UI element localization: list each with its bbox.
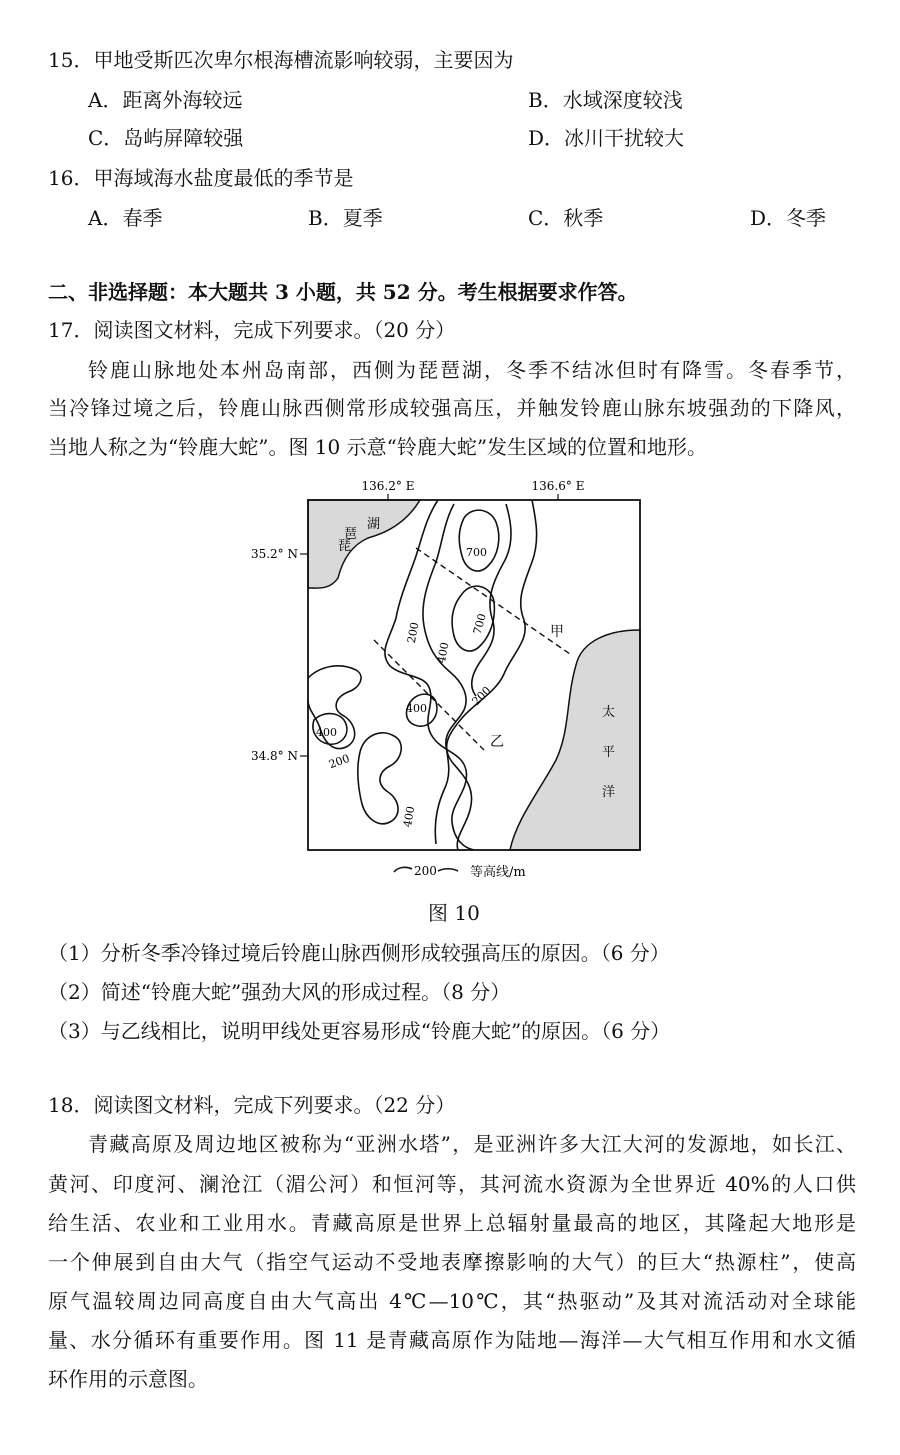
- q17-paragraph-line-1: 铃鹿山脉地处本州岛南部，西侧为琵琶湖，冬季不结冰但时有降雪。冬春季节，: [88, 358, 856, 382]
- contour-label-400-south: 400: [400, 805, 418, 829]
- legend-text: 等高线/m: [470, 865, 526, 880]
- q16-option-c: C．秋季: [528, 206, 604, 230]
- lake-label-3: 琶: [344, 527, 358, 542]
- q15-option-b: B．水域深度较浅: [528, 88, 683, 112]
- legend-line-right: [438, 869, 458, 871]
- ocean-label-3: 洋: [602, 785, 616, 800]
- lake-biwa: [308, 500, 420, 588]
- q17-question-2: （2）简述“铃鹿大蛇”强劲大风的形成过程。（8 分）: [48, 980, 511, 1004]
- lake-label-1: 湖: [367, 517, 381, 532]
- pacific-ocean: [510, 630, 640, 850]
- lat-label-top: 35.2° N: [250, 547, 298, 561]
- line-label-yi: 乙: [490, 734, 504, 750]
- legend-value: 200: [414, 864, 437, 878]
- legend-line-left: [394, 867, 412, 872]
- contour-label-400-ridge: 400: [434, 641, 452, 665]
- contour-label-700-north: 700: [466, 546, 487, 559]
- q18-paragraph-line-3: 给生活、农业和工业用水。青藏高原是世界上总辐射量最高的地区，其隆起大地形是: [48, 1211, 856, 1235]
- q18-paragraph-line-1: 青藏高原及周边地区被称为“亚洲水塔”，是亚洲许多大江大河的发源地，如长江、: [88, 1132, 856, 1156]
- figure-10-caption: 图 10: [428, 901, 480, 925]
- lon-label-left: 136.2° E: [361, 479, 415, 493]
- contour-400-ridge-west: [423, 504, 466, 844]
- lat-label-bottom: 34.8° N: [250, 749, 298, 763]
- contour-700-north: [459, 510, 499, 571]
- q15-option-d: D．冰川干扰较大: [528, 126, 685, 150]
- contour-label-200-west: 200: [404, 621, 422, 645]
- q17-paragraph-line-3: 当地人称之为“铃鹿大蛇”。图 10 示意“铃鹿大蛇”发生区域的位置和地形。: [48, 435, 708, 459]
- q16-stem: 16．甲海域海水盐度最低的季节是: [48, 166, 354, 190]
- q18-paragraph-line-2: 黄河、印度河、澜沧江（湄公河）和恒河等，其河流水资源为全世界近 40%的人口供: [48, 1172, 856, 1196]
- q17-question-1: （1）分析冬季冷锋过境后铃鹿山脉西侧形成较强高压的原因。（6 分）: [48, 941, 670, 965]
- ocean-label-2: 平: [602, 745, 616, 760]
- q18-paragraph-line-6: 量、水分循环有重要作用。图 11 是青藏高原作为陆地—海洋—大气相互作用和水文循: [48, 1328, 856, 1352]
- q17-paragraph-line-2: 当冷锋过境之后，铃鹿山脉西侧常形成较强高压，并触发铃鹿山脉东坡强劲的下降风，: [48, 396, 856, 420]
- contour-label-200-east: 200: [469, 683, 494, 709]
- contour-200-southwest: [358, 733, 401, 824]
- q16-option-b: B．夏季: [308, 206, 383, 230]
- q15-stem: 15．甲地受斯匹次卑尔根海槽流影响较弱，主要因为: [48, 48, 514, 72]
- contour-label-400-closed: 400: [406, 702, 427, 715]
- q18-paragraph-line-5: 原气温较周边同高度自由大气高出 4℃—10℃，其“热驱动”及其对流活动对全球能: [48, 1289, 856, 1313]
- q16-option-a: A．春季: [88, 206, 163, 230]
- q15-option-c: C．岛屿屏障较强: [88, 126, 244, 150]
- q17-stem: 17．阅读图文材料，完成下列要求。（20 分）: [48, 318, 456, 342]
- q18-stem: 18．阅读图文材料，完成下列要求。（22 分）: [48, 1093, 456, 1117]
- ocean-label-1: 太: [602, 705, 616, 720]
- q17-question-3: （3）与乙线相比，说明甲线处更容易形成“铃鹿大蛇”的原因。（6 分）: [48, 1019, 671, 1043]
- q16-option-d: D．冬季: [750, 206, 827, 230]
- lake-label-2: 琵: [338, 539, 352, 554]
- lon-label-right: 136.6° E: [531, 479, 585, 493]
- line-label-jia: 甲: [550, 624, 564, 640]
- contour-label-700-south: 700: [470, 612, 489, 636]
- q18-paragraph-line-4: 一个伸展到自由大气（指空气运动不受地表摩擦影响的大气）的巨大“热源柱”，使高: [48, 1250, 856, 1274]
- q18-paragraph-line-7: 环作用的示意图。: [48, 1367, 208, 1391]
- section2-heading: 二、非选择题：本大题共 3 小题，共 52 分。考生根据要求作答。: [48, 280, 638, 304]
- contour-label-400-west: 400: [316, 726, 337, 739]
- q15-option-a: A．距离外海较远: [88, 88, 243, 112]
- figure-10-map: [240, 470, 660, 890]
- contour-label-200-south: 200: [327, 751, 352, 772]
